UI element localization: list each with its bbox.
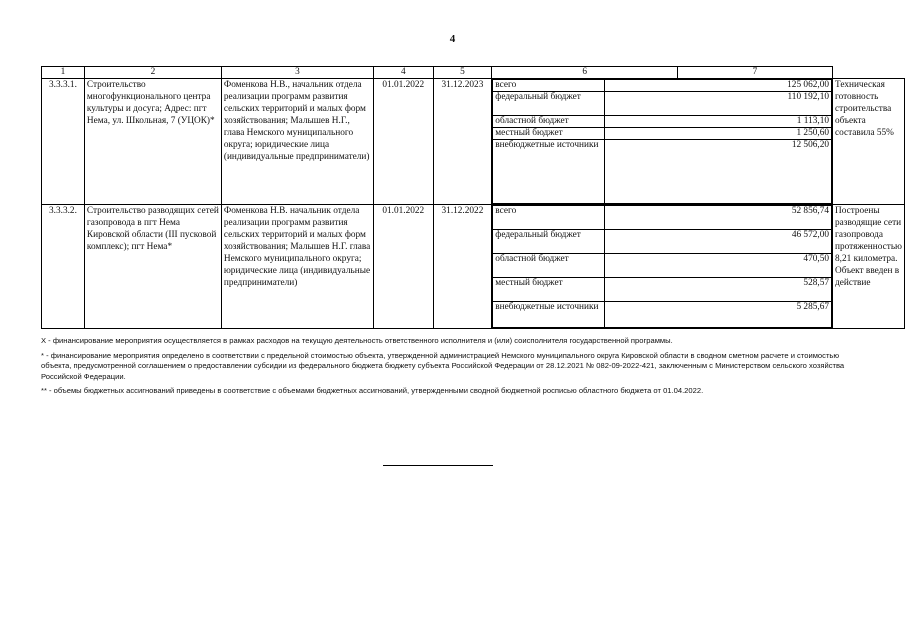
funding-source: местный бюджет <box>493 128 605 140</box>
responsible-executor: Фоменкова Н.В., начальник отдела реализации программ развития сельских территорий и малых форм хозяйствования; Малышев Н.Г., глава Немского муниципального округа; юридические лица (индивидуальные предприниматели) <box>221 79 373 205</box>
funding-sources <box>492 205 833 329</box>
funding-source: федеральный бюджет <box>493 92 605 116</box>
footnote-x: Х - финансирование мероприятия осуществляется в рамках расходов на текущую деятельность ответственного исполнителя и (или) соисполнителя государственной программы. <box>41 336 673 345</box>
funding-amount: 1 250,60 <box>605 128 832 140</box>
funding-source: областной бюджет <box>493 254 605 278</box>
start-date: 01.01.2022 <box>373 205 433 329</box>
header-col-2: 2 <box>84 67 221 79</box>
header-row <box>42 67 905 79</box>
end-date: 31.12.2023 <box>433 79 492 205</box>
program-activities-table <box>41 66 905 329</box>
activity-name: Строительство многофункционального центра культуры и досуга; Адрес: пгт Нема, ул. Школьная, 7 (УЦОК)* <box>84 79 221 205</box>
funding-amount: 125 062,00 <box>605 80 832 92</box>
funding-sources <box>492 79 833 205</box>
header-col-3: 3 <box>221 67 373 79</box>
header-col-1: 1 <box>42 67 85 79</box>
funding-amount: 528,57 <box>605 278 832 302</box>
table-row <box>42 205 905 329</box>
footnotes <box>41 336 866 401</box>
header-col-7: 7 <box>677 67 832 79</box>
funding-grid <box>492 205 832 328</box>
row-number: 3.3.3.1. <box>42 79 85 205</box>
header-col-4: 4 <box>373 67 433 79</box>
row-number: 3.3.3.2. <box>42 205 85 329</box>
footnote-asterisk: * - финансирование мероприятия определено в соответствии с предельной стоимостью объекта, утвержденной администрацией Немского муниципального округа Кировской области в сводном сметном расчете и стоимостью объекта, предусмотренной соглашением о предоставлении субсидии из федерального бюджета бюджету субъекта Российской Федерации от 28.12.2021 № 082-09-2022-421, заключенным с Министерством сельского хозяйства Российской Федерации. <box>41 350 845 381</box>
header-col-5: 5 <box>433 67 492 79</box>
funding-amount: 470,50 <box>605 254 832 278</box>
table-row <box>42 79 905 205</box>
footnote-double-asterisk: ** - объемы бюджетных ассигнований приведены в соответствие с объемами бюджетных ассигнований, утвержденными сводной бюджетной росписью областного бюджета от 01.04.2022. <box>41 386 704 395</box>
page-number: 4 <box>449 33 456 45</box>
funding-amount: 12 506,20 <box>605 140 832 204</box>
activity-name: Строительство разводящих сетей газопровода в пгт Нема Кировской области (III пусковой комплекс); пгт Нема* <box>84 205 221 329</box>
funding-source: внебюджетные источники <box>493 302 605 328</box>
funding-amount: 5 285,67 <box>605 302 832 328</box>
funding-source: федеральный бюджет <box>493 230 605 254</box>
funding-amount: 1 113,10 <box>605 116 832 128</box>
header-col-6: 6 <box>492 67 678 79</box>
separator-line <box>383 465 493 466</box>
funding-source: всего <box>493 80 605 92</box>
funding-amount: 52 856,74 <box>605 206 832 230</box>
start-date: 01.01.2022 <box>373 79 433 205</box>
result-text: Техническая готовность строительства объекта составила 55% <box>833 79 905 205</box>
funding-amount: 110 192,10 <box>605 92 832 116</box>
funding-source: местный бюджет <box>493 278 605 302</box>
funding-source: областной бюджет <box>493 116 605 128</box>
end-date: 31.12.2022 <box>433 205 492 329</box>
funding-amount: 46 572,00 <box>605 230 832 254</box>
responsible-executor: Фоменкова Н.В. начальник отдела реализации программ развития сельских территорий и малых форм хозяйствования; Малышев Н.Г. глава Немского муниципального округа; юридические лица (индивидуальные предприниматели) <box>221 205 373 329</box>
funding-grid <box>492 79 832 204</box>
funding-source: всего <box>493 206 605 230</box>
funding-source: внебюджетные источники <box>493 140 605 204</box>
result-text: Построены разводящие сети газопровода протяженностью 8,21 километра. Объект введен в действие <box>833 205 905 329</box>
